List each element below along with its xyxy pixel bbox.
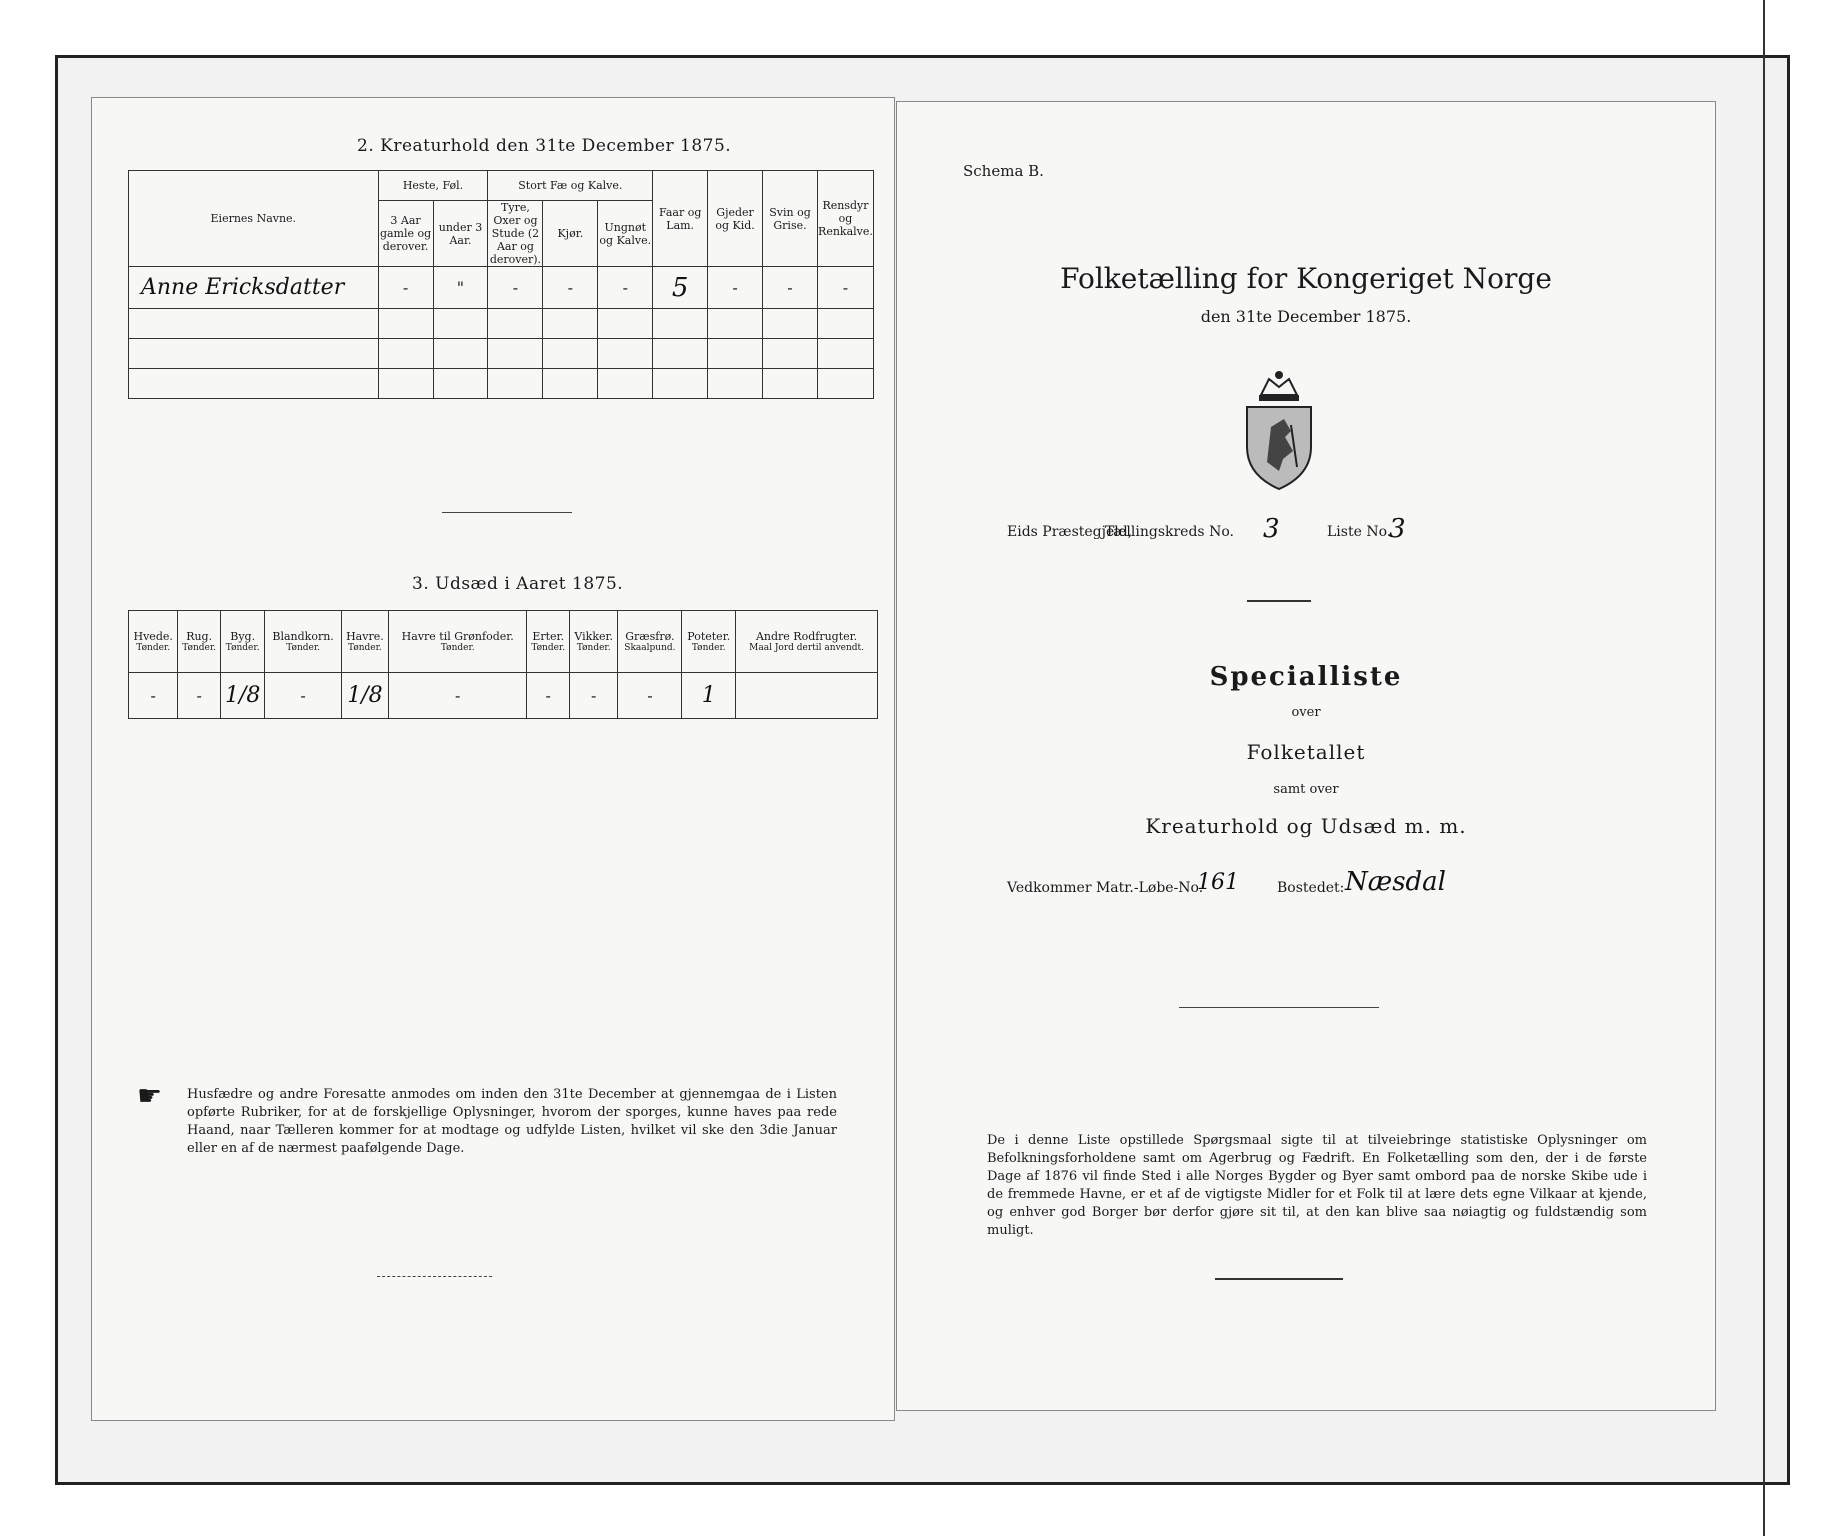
table-cell: 1/8 [220,673,265,719]
right-page [897,102,1715,1410]
folketallet-heading: Folketallet [1246,740,1366,764]
sowing-header-gronfoder: Havre til Grønfoder. Tønder. [389,611,527,673]
table-row [129,339,874,369]
table-row [129,673,878,719]
norwegian-coat-of-arms-icon [1239,367,1319,492]
table-cell: " [433,267,488,309]
pointing-hand-icon: ☛ [137,1079,163,1112]
page-title: Folketælling for Kongeriget Norge [1060,262,1552,295]
table-cell: - [389,673,527,719]
sowing-header-rodfrugter: Andre Rodfrugter. Maal Jord dertil anvendt. [736,611,878,673]
table-cell: - [178,673,221,719]
left-page [92,98,894,1420]
sowing-header-rug: Rug. Tønder. [178,611,221,673]
sowing-header-havre: Havre. Tønder. [341,611,388,673]
livestock-table [128,170,874,399]
horses-sub1: 3 Aar gamle og derover. [378,201,433,267]
cattle-sub1: Tyre, Oxer og Stude (2 Aar og derover). [489,201,542,266]
sowing-header-graesfro: Græsfrø. Skaalpund. [618,611,682,673]
table-cell: 1 [682,673,736,719]
divider [442,512,572,513]
divider [1247,600,1311,602]
sowing-table [128,610,878,719]
table-cell: 1/8 [341,673,388,719]
cattle-sub2: Kjør. [543,201,598,267]
matr-label: Vedkommer Matr.-Løbe-No. [1007,880,1204,896]
cattle-header: Stort Fæ og Kalve. [488,171,653,201]
right-note: De i denne Liste opstillede Spørgsmaal sigte til at tilveiebringe statistiske Oplysninger om Befolkningsforholdene samt om Agerbrug og Fædrift. En Folketælling som den, der i de første Dage af 1876 vil finde Sted i alle Norges Bygder og Byer samt ombord paa de norske Skibe ude i de fremmede Havne, er et af de vigtigste Midler for et Folk til at lære dets egne Vilkaar at kjende, og enhver god Borger bør derfor gjøre sit til, at den kan blive saa nøiagtig og fuldstændig som muligt. [987,1133,1647,1238]
table-cell: - [488,267,543,309]
table-cell: - [265,673,341,719]
table-cell: - [817,267,873,309]
divider [377,1276,492,1277]
list-label: Liste No. [1327,524,1392,540]
sowing-header-hvede: Hvede. Tønder. [129,611,178,673]
section2-title: 2. Kreaturhold den 31te December 1875. [357,136,732,156]
table-cell: - [618,673,682,719]
sowing-header-byg: Byg. Tønder. [220,611,265,673]
table-cell: - [598,267,653,309]
pigs-header: Svin og Grise. [763,171,818,267]
kreaturhold-heading: Kreaturhold og Udsæd m. m. [1145,814,1467,838]
sowing-header-poteter: Poteter. Tønder. [682,611,736,673]
parish-label: Eids Præstegjeld, [1007,524,1133,540]
scan-edge [1763,0,1765,1536]
matr-value: 161 [1197,870,1239,895]
reindeer-header: Rensdyr og Renkalve. [817,171,873,267]
table-cell: - [378,267,433,309]
table-row [129,369,874,399]
table-cell: - [129,673,178,719]
sowing-header-blandkorn: Blandkorn. Tønder. [265,611,341,673]
table-row [129,309,874,339]
bosted-value: Næsdal [1345,867,1446,897]
table-cell: - [708,267,763,309]
left-note: Husfædre og andre Foresatte anmodes om inden den 31te December at gjennemgaa de i Listen opførte Rubriker, for at de forskjellige Oplysninger, hvorom der sporges, kunne haves paa rede Haand, naar Tælleren kommer for at modtage og udfylde Listen, hvilket vil ske den 3die Januar eller en af de nærmest paafølgende Dage. [187,1087,837,1156]
sheep-header: Faar og Lam. [653,171,708,267]
samt-over-label: samt over [1273,782,1339,797]
divider [1179,1007,1379,1008]
district-label: Tællingskreds No. [1105,524,1234,540]
owner-header: Eiernes Navne. [129,171,379,267]
cattle-sub3: Ungnøt og Kalve. [598,201,653,267]
owner-name: Anne Ericksdatter [129,267,379,309]
table-cell: - [569,673,618,719]
table-cell [736,673,878,719]
horses-sub2: under 3 Aar. [433,201,488,267]
table-row [129,267,874,309]
table-cell: 5 [653,267,708,309]
table-cell: - [527,673,570,719]
specialliste-heading: Specialliste [1209,662,1403,692]
horses-header: Heste, Føl. [378,171,488,201]
divider [1215,1278,1343,1280]
bosted-label: Bostedet: [1277,880,1345,896]
sowing-header-vikker: Vikker. Tønder. [569,611,618,673]
schema-label: Schema B. [963,162,1044,180]
sowing-header-erter: Erter. Tønder. [527,611,570,673]
list-value: 3 [1389,514,1406,544]
over-label: over [1291,705,1321,720]
goats-header: Gjeder og Kid. [708,171,763,267]
table-cell: - [543,267,598,309]
title-date: den 31te December 1875. [1200,307,1412,326]
district-value: 3 [1263,514,1280,544]
section3-title: 3. Udsæd i Aaret 1875. [412,574,624,594]
table-cell: - [763,267,818,309]
